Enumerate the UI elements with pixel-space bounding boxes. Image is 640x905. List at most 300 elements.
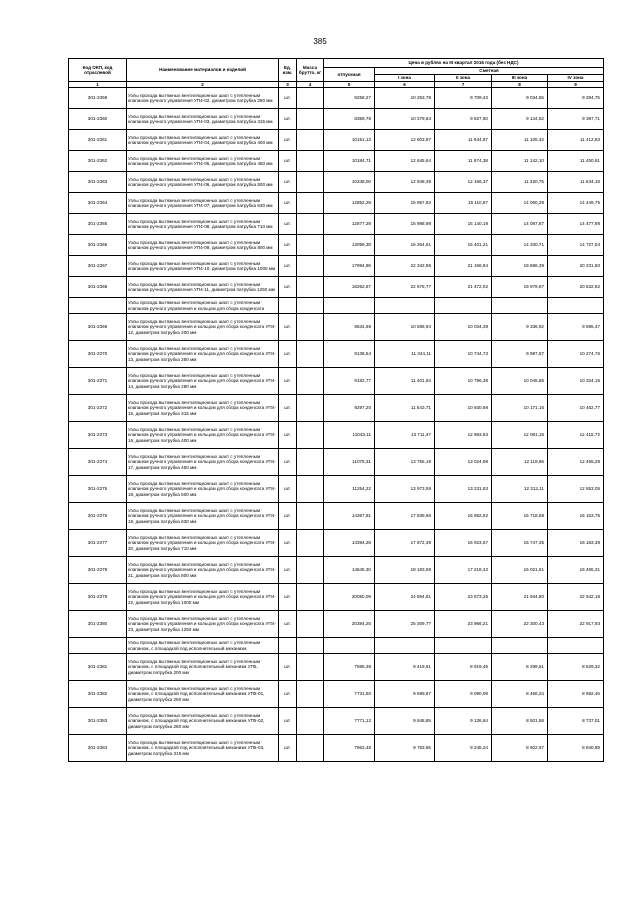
- cell-mass: [297, 395, 324, 422]
- cell-unit: шт.: [279, 557, 297, 584]
- cell-name: Узлы прохода вытяжных вентиляционных шахт с утепленным клапаном ручного управления и кольцом для сбора конденсата УП4-14, диаметром патрубка 280 мм: [127, 368, 279, 395]
- cell-zone-3: 9 144,52: [492, 109, 548, 130]
- cell-release-price: 7731,50: [324, 681, 375, 708]
- cell-unit: шт.: [279, 584, 297, 611]
- cell-zone-1: 9 763,55: [375, 735, 435, 762]
- table-row: [69, 557, 604, 584]
- cell-zone-4: 8 529,32: [548, 654, 604, 681]
- cell-zone-2: 9 136,64: [435, 708, 492, 735]
- cell-zone-2: 9 090,09: [435, 681, 492, 708]
- cell-release-price: [324, 638, 375, 654]
- cell-zone-4: 10 274,76: [548, 341, 604, 368]
- cell-release-price: 10184,71: [324, 151, 375, 172]
- cell-zone-1: [375, 638, 435, 654]
- cell-zone-2: 10 930,68: [435, 395, 492, 422]
- cell-mass: [297, 256, 324, 277]
- cell-code: 301-2378: [69, 557, 127, 584]
- table-row: [69, 193, 604, 214]
- cell-zone-2: 12 983,63: [435, 422, 492, 449]
- cell-zone-4: 11 450,61: [548, 151, 604, 172]
- cell-zone-2: 23 966,21: [435, 611, 492, 638]
- cell-zone-2: 9 245,24: [435, 735, 492, 762]
- cell-zone-2: 15 110,87: [435, 193, 492, 214]
- cell-zone-1: 17 872,39: [375, 530, 435, 557]
- cell-zone-1: [375, 298, 435, 314]
- cell-name: Узлы прохода вытяжных вентиляционных шахт с утепленным клапаном ручного управления УП4-03, диаметром патрубка 315 мм: [127, 109, 279, 130]
- cell-mass: [297, 368, 324, 395]
- cell-unit: шт.: [279, 341, 297, 368]
- cell-zone-2: 10 796,38: [435, 368, 492, 395]
- table-row: [69, 638, 604, 654]
- cell-zone-4: 12 653,05: [548, 476, 604, 503]
- cell-zone-2: 21 156,84: [435, 256, 492, 277]
- cell-code: 301-2382: [69, 681, 127, 708]
- cell-code: 301-2359: [69, 88, 127, 109]
- cell-code: 301-2365: [69, 214, 127, 235]
- cell-name: Узлы прохода вытяжных вентиляционных шахт с утепленным клапаном ручного управления УП4-07, диаметром патрубка 630 мм: [127, 193, 279, 214]
- cell-zone-2: 11 934,87: [435, 130, 492, 151]
- cell-zone-3: [492, 298, 548, 314]
- cell-release-price: 7771,12: [324, 708, 375, 735]
- cell-zone-1: 13 711,47: [375, 422, 435, 449]
- cell-name: Узлы прохода вытяжных вентиляционных шахт с утепленным клапаном ручного управления УП4-04, диаметром патрубка 400 мм: [127, 130, 279, 151]
- price-table: [68, 58, 604, 762]
- table-row: [69, 277, 604, 298]
- table-row: [69, 314, 604, 341]
- cell-unit: шт.: [279, 422, 297, 449]
- cell-zone-2: 15 401,21: [435, 235, 492, 256]
- cell-zone-2: [435, 298, 492, 314]
- col-number: 3: [279, 82, 297, 88]
- cell-zone-2: 10 744,73: [435, 341, 492, 368]
- header-mass: Масса брутто, кг: [297, 59, 324, 82]
- cell-zone-2: 21 472,02: [435, 277, 492, 298]
- cell-zone-3: 14 060,39: [492, 193, 548, 214]
- cell-unit: шт.: [279, 530, 297, 557]
- table-row: [69, 109, 604, 130]
- cell-zone-1: 24 894,81: [375, 584, 435, 611]
- cell-mass: [297, 151, 324, 172]
- cell-mass: [297, 298, 324, 314]
- cell-release-price: 10151,13: [324, 130, 375, 151]
- cell-unit: шт.: [279, 449, 297, 476]
- cell-zone-1: 17 839,66: [375, 503, 435, 530]
- cell-unit: шт.: [279, 256, 297, 277]
- cell-code: 301-2366: [69, 235, 127, 256]
- cell-release-price: 17994,86: [324, 256, 375, 277]
- cell-name: Узлы прохода вытяжных вентиляционных шахт с утепленным клапаном ручного управления УП4-05, диаметром патрубка 450 мм: [127, 151, 279, 172]
- cell-zone-2: 10 034,39: [435, 314, 492, 341]
- cell-zone-2: 8 919,49: [435, 654, 492, 681]
- cell-mass: [297, 735, 324, 762]
- table-row: [69, 735, 604, 762]
- cell-zone-1: 22 675,77: [375, 277, 435, 298]
- cell-name: Узлы прохода вытяжных вентиляционных шахт с утепленным клапаном, с площадкой под исполнительный механизм: [127, 638, 279, 654]
- cell-name: Узлы прохода вытяжных вентиляционных шахт с утепленным клапаном, с площадкой под исполнительный механизм УП5, диаметром патрубка 200 мм: [127, 654, 279, 681]
- cell-zone-4: 9 397,71: [548, 109, 604, 130]
- cell-zone-4: [548, 298, 604, 314]
- cell-release-price: 8258,27: [324, 88, 375, 109]
- cell-code: [69, 298, 127, 314]
- cell-code: 301-2379: [69, 584, 127, 611]
- cell-release-price: 18262,67: [324, 277, 375, 298]
- cell-zone-3: 10 045,85: [492, 368, 548, 395]
- cell-code: 301-2363: [69, 172, 127, 193]
- cell-name: Узлы прохода вытяжных вентиляционных шахт с утепленным клапаном ручного управления и кольцом для сбора конденсата УП4-13, диаметром патрубка 250 мм: [127, 341, 279, 368]
- cell-name: Узлы прохода вытяжных вентиляционных шахт с утепленным клапаном ручного управления и кольцом для сбора конденсата УП4-12, диаметром патрубка 200 мм: [127, 314, 279, 341]
- cell-zone-4: 10 324,15: [548, 368, 604, 395]
- cell-zone-1: 18 183,69: [375, 557, 435, 584]
- cell-name: Узлы прохода вытяжных вентиляционных шахт с утепленным клапаном, с площадкой под исполнительный механизм УП5-03, диаметром патрубка 315 мм: [127, 735, 279, 762]
- cell-zone-3: 12 312,11: [492, 476, 548, 503]
- cell-unit: шт.: [279, 611, 297, 638]
- cell-zone-1: 10 596,94: [375, 314, 435, 341]
- cell-zone-1: 12 645,64: [375, 151, 435, 172]
- cell-zone-3: [492, 638, 548, 654]
- cell-code: 301-2383: [69, 708, 127, 735]
- cell-name: Узлы прохода вытяжных вентиляционных шахт с утепленным клапаном ручного управления УП4-06, диаметром патрубка 500 мм: [127, 172, 279, 193]
- cell-zone-4: 14 477,98: [548, 214, 604, 235]
- cell-mass: [297, 476, 324, 503]
- cell-zone-3: 10 171,15: [492, 395, 548, 422]
- cell-mass: [297, 681, 324, 708]
- cell-release-price: 14367,91: [324, 503, 375, 530]
- cell-zone-3: 22 300,43: [492, 611, 548, 638]
- cell-code: 301-2362: [69, 151, 127, 172]
- header-zone-1: I зона: [375, 75, 435, 82]
- cell-release-price: 9136,54: [324, 341, 375, 368]
- cell-zone-4: 16 465,31: [548, 557, 604, 584]
- cell-zone-2: [435, 638, 492, 654]
- cell-zone-1: 13 973,59: [375, 476, 435, 503]
- cell-zone-4: 8 737,01: [548, 708, 604, 735]
- table-row: [69, 368, 604, 395]
- cell-zone-1: 10 379,83: [375, 109, 435, 130]
- cell-release-price: 14394,28: [324, 530, 375, 557]
- cell-name: Узлы прохода вытяжных вентиляционных шахт с утепленным клапаном, с площадкой под исполнительный механизм УП5-01, диаметром патрубка 250 мм: [127, 681, 279, 708]
- table-row: [69, 395, 604, 422]
- cell-zone-4: 12 455,28: [548, 449, 604, 476]
- cell-unit: шт.: [279, 368, 297, 395]
- cell-zone-1: 9 419,51: [375, 654, 435, 681]
- cell-zone-2: 12 166,37: [435, 172, 492, 193]
- cell-release-price: 14645,30: [324, 557, 375, 584]
- cell-mass: [297, 638, 324, 654]
- cell-zone-4: 9 595,47: [548, 314, 604, 341]
- col-number: 8: [492, 82, 548, 88]
- cell-mass: [297, 214, 324, 235]
- cell-mass: [297, 654, 324, 681]
- cell-zone-3: 8 501,58: [492, 708, 548, 735]
- cell-zone-1: 11 543,71: [375, 395, 435, 422]
- cell-zone-4: 22 542,18: [548, 584, 604, 611]
- cell-zone-2: 9 709,43: [435, 88, 492, 109]
- cell-zone-4: 10 452,77: [548, 395, 604, 422]
- cell-zone-2: 16 892,62: [435, 503, 492, 530]
- col-number: 6: [375, 82, 435, 88]
- cell-release-price: 9182,77: [324, 368, 375, 395]
- cell-zone-1: 11 344,11: [375, 341, 435, 368]
- cell-zone-1: 25 309,77: [375, 611, 435, 638]
- cell-unit: шт.: [279, 235, 297, 256]
- cell-zone-1: 15 957,82: [375, 193, 435, 214]
- cell-zone-2: 13 024,98: [435, 449, 492, 476]
- table-row: [69, 476, 604, 503]
- table-row: [69, 584, 604, 611]
- cell-zone-2: 17 218,42: [435, 557, 492, 584]
- cell-zone-3: 8 602,67: [492, 735, 548, 762]
- cell-zone-3: 21 934,80: [492, 584, 548, 611]
- table-row: [69, 256, 604, 277]
- cell-zone-4: 9 284,75: [548, 88, 604, 109]
- cell-release-price: 10348,00: [324, 172, 375, 193]
- cell-zone-1: 12 603,97: [375, 130, 435, 151]
- cell-name: Узлы прохода вытяжных вентиляционных шахт с утепленным клапаном ручного управления и кольцом для сбора конденсата УП4-19, диаметром патрубка 630 мм: [127, 503, 279, 530]
- cell-name: Узлы прохода вытяжных вентиляционных шахт с утепленным клапаном ручного управления и кольцом для сбора конденсата УП4-15, диаметром патрубка 315 мм: [127, 395, 279, 422]
- header-zone-2: II зона: [435, 75, 492, 82]
- cell-zone-1: 12 848,39: [375, 172, 435, 193]
- cell-code: 301-2361: [69, 130, 127, 151]
- header-name: Наименование материалов и изделий: [127, 59, 279, 82]
- table-row: [69, 449, 604, 476]
- cell-name: Узлы прохода вытяжных вентиляционных шахт с утепленным клапаном ручного управления УП4-09, диаметром патрубка 800 мм: [127, 235, 279, 256]
- cell-unit: шт.: [279, 172, 297, 193]
- cell-code: 301-2369: [69, 314, 127, 341]
- cell-zone-3: 11 142,10: [492, 151, 548, 172]
- header-price-title: Цена в рублях на III квартал 2016 года (без НДС): [324, 59, 604, 68]
- cell-release-price: 8359,78: [324, 109, 375, 130]
- cell-name: Узлы прохода вытяжных вентиляционных шахт с утепленным клапаном ручного управления и кольцом для сбора конденсата УП4-21, диаметром патрубка 800 мм: [127, 557, 279, 584]
- cell-release-price: 7863,48: [324, 735, 375, 762]
- cell-code: 301-2376: [69, 503, 127, 530]
- header-zone-3: III зона: [492, 75, 548, 82]
- cell-name: Узлы прохода вытяжных вентиляционных шахт с утепленным клапаном ручного управления УП4-10, диаметром патрубка 1000 мм: [127, 256, 279, 277]
- cell-code: 301-2374: [69, 449, 127, 476]
- header-release: отпускная: [324, 68, 375, 82]
- cell-zone-4: 12 415,72: [548, 422, 604, 449]
- cell-zone-3: 9 034,55: [492, 88, 548, 109]
- cell-code: 301-2377: [69, 530, 127, 557]
- cell-zone-3: 19 686,39: [492, 256, 548, 277]
- cell-name: Узлы прохода вытяжных вентиляционных шахт с утепленным клапаном, с площадкой под исполнительный механизм УП5-02, диаметром патрубка 280 мм: [127, 708, 279, 735]
- cell-zone-3: 16 021,61: [492, 557, 548, 584]
- cell-zone-2: 15 140,19: [435, 214, 492, 235]
- cell-code: 301-2375: [69, 476, 127, 503]
- cell-name: Узлы прохода вытяжных вентиляционных шахт с утепленным клапаном ручного управления и кольцом для сбора конденсата УП4-18, диаметром патрубка 500 мм: [127, 476, 279, 503]
- cell-zone-3: 14 087,87: [492, 214, 548, 235]
- cell-zone-4: 14 449,75: [548, 193, 604, 214]
- cell-zone-4: [548, 638, 604, 654]
- table-row: [69, 235, 604, 256]
- header-code: Код ОКП, код отраслевой: [69, 59, 127, 82]
- cell-mass: [297, 130, 324, 151]
- cell-zone-3: 12 119,66: [492, 449, 548, 476]
- table-row: [69, 172, 604, 193]
- cell-zone-2: 23 573,26: [435, 584, 492, 611]
- cell-name: Узлы прохода вытяжных вентиляционных шахт с утепленным клапаном ручного управления и кольцом для сбора конденсата УП4-16, диаметром патрубка 400 мм: [127, 422, 279, 449]
- cell-code: 301-2367: [69, 256, 127, 277]
- cell-release-price: 12877,39: [324, 214, 375, 235]
- cell-zone-4: 16 153,75: [548, 503, 604, 530]
- cell-release-price: 13099,38: [324, 235, 375, 256]
- cell-zone-4: 20 231,50: [548, 256, 604, 277]
- cell-release-price: 11043,11: [324, 422, 375, 449]
- cell-zone-4: 14 727,54: [548, 235, 604, 256]
- cell-release-price: 12852,28: [324, 193, 375, 214]
- cell-release-price: 7586,38: [324, 654, 375, 681]
- cell-zone-1: 13 755,18: [375, 449, 435, 476]
- cell-name: Узлы прохода вытяжных вентиляционных шахт с утепленным клапаном ручного управления и кольцом для сбора конденсата УП4-17, диаметром патрубка 450 мм: [127, 449, 279, 476]
- cell-zone-2: 13 231,83: [435, 476, 492, 503]
- table-row: [69, 503, 604, 530]
- cell-code: [69, 638, 127, 654]
- table-row: [69, 130, 604, 151]
- cell-code: 301-2370: [69, 341, 127, 368]
- cell-mass: [297, 235, 324, 256]
- cell-zone-1: 9 648,85: [375, 708, 435, 735]
- cell-unit: шт.: [279, 277, 297, 298]
- cell-zone-3: 12 081,15: [492, 422, 548, 449]
- cell-code: 301-2372: [69, 395, 127, 422]
- cell-mass: [297, 172, 324, 193]
- cell-code: 301-2384: [69, 735, 127, 762]
- table-row: [69, 298, 604, 314]
- table-row: [69, 654, 604, 681]
- cell-zone-3: 9 336,92: [492, 314, 548, 341]
- cell-zone-2: 11 974,38: [435, 151, 492, 172]
- cell-release-price: 20050,09: [324, 584, 375, 611]
- cell-zone-3: 9 997,67: [492, 341, 548, 368]
- cell-unit: шт.: [279, 130, 297, 151]
- cell-zone-4: 8 840,89: [548, 735, 604, 762]
- cell-mass: [297, 708, 324, 735]
- col-number: 5: [324, 82, 375, 88]
- cell-zone-1: 16 264,61: [375, 235, 435, 256]
- cell-code: 301-2371: [69, 368, 127, 395]
- cell-zone-3: 15 747,35: [492, 530, 548, 557]
- table-row: [69, 214, 604, 235]
- cell-zone-1: 22 342,86: [375, 256, 435, 277]
- cell-zone-4: 8 692,46: [548, 681, 604, 708]
- cell-unit: [279, 298, 297, 314]
- cell-unit: шт.: [279, 395, 297, 422]
- cell-zone-4: 11 634,19: [548, 172, 604, 193]
- cell-zone-4: 22 917,93: [548, 611, 604, 638]
- cell-release-price: 9297,20: [324, 395, 375, 422]
- cell-mass: [297, 341, 324, 368]
- cell-zone-3: 14 330,71: [492, 235, 548, 256]
- cell-mass: [297, 109, 324, 130]
- table-row: [69, 530, 604, 557]
- cell-zone-1: 9 599,67: [375, 681, 435, 708]
- cell-unit: шт.: [279, 708, 297, 735]
- cell-mass: [297, 422, 324, 449]
- cell-release-price: 11254,22: [324, 476, 375, 503]
- col-number: 9: [548, 82, 604, 88]
- cell-release-price: [324, 298, 375, 314]
- cell-zone-3: 19 979,67: [492, 277, 548, 298]
- cell-zone-1: 15 988,98: [375, 214, 435, 235]
- cell-unit: шт.: [279, 151, 297, 172]
- cell-mass: [297, 584, 324, 611]
- cell-name: Узлы прохода вытяжных вентиляционных шахт с утепленным клапаном ручного управления УП4-02, диаметром патрубка 280 мм: [127, 88, 279, 109]
- cell-zone-3: 15 718,58: [492, 503, 548, 530]
- cell-mass: [297, 611, 324, 638]
- cell-release-price: 11076,31: [324, 449, 375, 476]
- cell-mass: [297, 314, 324, 341]
- cell-mass: [297, 530, 324, 557]
- cell-release-price: 20384,25: [324, 611, 375, 638]
- cell-unit: шт.: [279, 193, 297, 214]
- cell-name: Узлы прохода вытяжных вентиляционных шахт с утепленным клапаном ручного управления и кольцом для сбора конденсата УП4-23, диаметром патрубка 1250 мм: [127, 611, 279, 638]
- cell-zone-3: 8 299,51: [492, 654, 548, 681]
- table-row: [69, 341, 604, 368]
- cell-code: 301-2381: [69, 654, 127, 681]
- col-number: 1: [69, 82, 127, 88]
- cell-code: 301-2360: [69, 109, 127, 130]
- table-row: [69, 151, 604, 172]
- cell-mass: [297, 503, 324, 530]
- cell-code: 301-2364: [69, 193, 127, 214]
- header-estimate: Сметная: [375, 68, 604, 75]
- col-number: 2: [127, 82, 279, 88]
- cell-zone-1: 10 253,78: [375, 88, 435, 109]
- table-row: [69, 611, 604, 638]
- page-number: 385: [313, 37, 327, 46]
- cell-name: Узлы прохода вытяжных вентиляционных шахт с утепленным клапаном ручного управления УП4-08, диаметром патрубка 710 мм: [127, 214, 279, 235]
- cell-code: 301-2368: [69, 277, 127, 298]
- cell-mass: [297, 277, 324, 298]
- cell-zone-3: 11 105,32: [492, 130, 548, 151]
- table-row: [69, 422, 604, 449]
- cell-unit: шт.: [279, 476, 297, 503]
- cell-name: Узлы прохода вытяжных вентиляционных шахт с утепленным клапаном ручного управления и кольцом для сбора конденсата: [127, 298, 279, 314]
- cell-zone-3: 8 458,24: [492, 681, 548, 708]
- cell-unit: шт.: [279, 214, 297, 235]
- cell-name: Узлы прохода вытяжных вентиляционных шахт с утепленным клапаном ручного управления и кольцом для сбора конденсата УП4-20, диаметром патрубка 710 мм: [127, 530, 279, 557]
- cell-zone-4: 11 412,63: [548, 130, 604, 151]
- cell-code: 301-2373: [69, 422, 127, 449]
- table-row: [69, 681, 604, 708]
- table-row: [69, 88, 604, 109]
- col-number: 4: [297, 82, 324, 88]
- cell-unit: шт.: [279, 314, 297, 341]
- cell-unit: шт.: [279, 681, 297, 708]
- col-number: 7: [435, 82, 492, 88]
- cell-unit: шт.: [279, 88, 297, 109]
- cell-release-price: 8534,68: [324, 314, 375, 341]
- header-zone-4: IV зона: [548, 75, 604, 82]
- cell-mass: [297, 88, 324, 109]
- cell-code: 301-2380: [69, 611, 127, 638]
- cell-mass: [297, 193, 324, 214]
- cell-zone-3: 11 320,75: [492, 172, 548, 193]
- cell-zone-4: 16 183,38: [548, 530, 604, 557]
- cell-unit: [279, 638, 297, 654]
- cell-unit: шт.: [279, 654, 297, 681]
- cell-zone-2: 9 827,50: [435, 109, 492, 130]
- cell-zone-4: 20 532,82: [548, 277, 604, 298]
- table-row: [69, 708, 604, 735]
- cell-unit: шт.: [279, 503, 297, 530]
- header-unit: Ед. изм.: [279, 59, 297, 82]
- cell-name: Узлы прохода вытяжных вентиляционных шахт с утепленным клапаном ручного управления и кольцом для сбора конденсата УП4-22, диаметром патрубка 1000 мм: [127, 584, 279, 611]
- cell-mass: [297, 557, 324, 584]
- cell-unit: шт.: [279, 109, 297, 130]
- cell-zone-2: 16 923,67: [435, 530, 492, 557]
- cell-zone-1: 11 401,64: [375, 368, 435, 395]
- cell-mass: [297, 449, 324, 476]
